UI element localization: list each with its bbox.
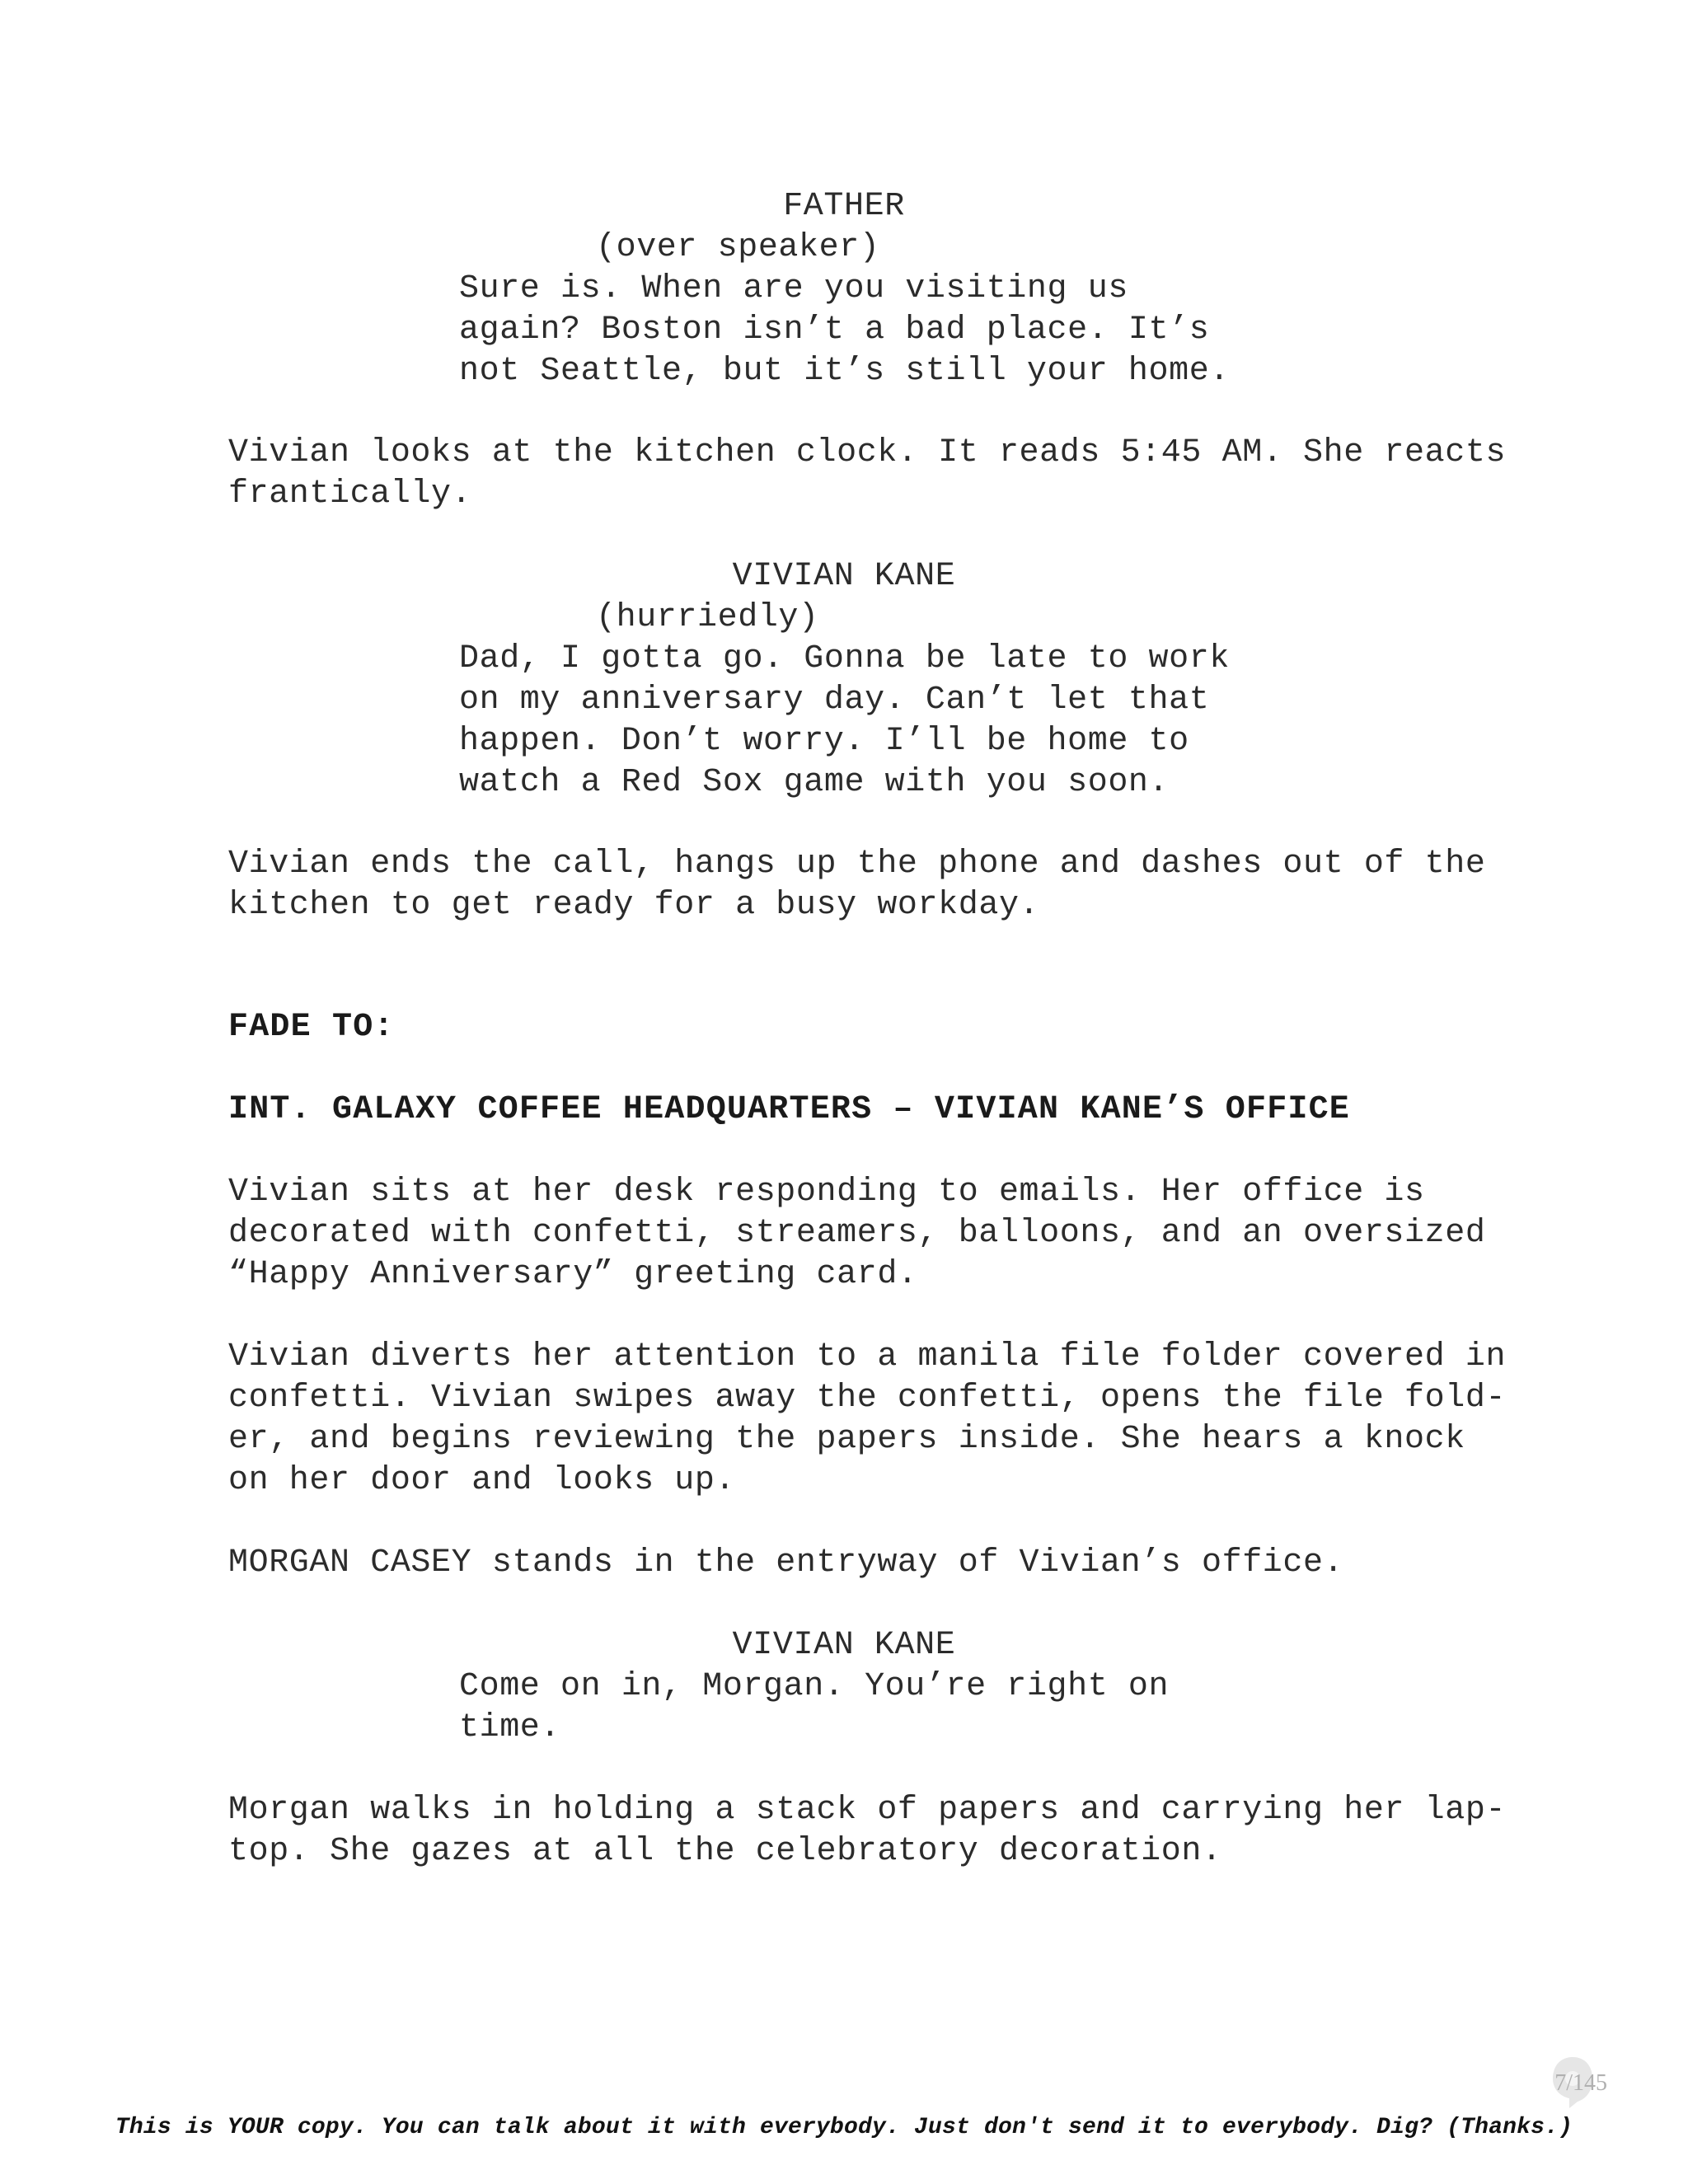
action-line: Vivian diverts her attention to a manila file folder covered in (228, 1338, 1507, 1376)
dialogue-line: happen. Don’t worry. I’ll be home to (459, 723, 1189, 760)
dialogue-line: on my anniversary day. Can’t let that (459, 682, 1210, 719)
action-line: on her door and looks up. (228, 1462, 736, 1499)
parenthetical: (hurriedly) (596, 599, 819, 636)
character-name-vivian: VIVIAN KANE (732, 558, 956, 595)
action-line: Vivian ends the call, hangs up the phone and dashes out of the (228, 846, 1486, 883)
scene-heading: INT. GALAXY COFFEE HEADQUARTERS – VIVIAN KANE’S OFFICE (228, 1091, 1351, 1128)
footer-notice: This is YOUR copy. You can talk about it with everybody. Just don't send it to everybody. Dig? (Thanks.) (115, 2115, 1573, 2140)
dialogue-line: Dad, I gotta go. Gonna be late to work (459, 640, 1230, 677)
action-line: top. She gazes at all the celebratory decoration. (228, 1833, 1222, 1870)
action-line: confetti. Vivian swipes away the confetti, opens the file fold- (228, 1380, 1507, 1417)
page-number: 7/145 (1554, 2070, 1607, 2096)
dialogue-line: not Seattle, but it’s still your home. (459, 353, 1230, 390)
dialogue-line: again? Boston isn’t a bad place. It’s (459, 312, 1210, 349)
action-line: frantically. (228, 476, 472, 513)
character-name-vivian: VIVIAN KANE (732, 1627, 956, 1664)
dialogue-line: time. (459, 1709, 561, 1746)
action-line: kitchen to get ready for a busy workday. (228, 887, 1040, 924)
action-line: Vivian sits at her desk responding to emails. Her office is (228, 1174, 1425, 1211)
dialogue-line: watch a Red Sox game with you soon. (459, 764, 1170, 801)
action-line: Vivian looks at the kitchen clock. It reads 5:45 AM. She reacts (228, 434, 1507, 471)
parenthetical: (over speaker) (596, 229, 880, 266)
action-line: decorated with confetti, streamers, balloons, and an oversized (228, 1215, 1486, 1252)
dialogue-line: Sure is. When are you visiting us (459, 270, 1128, 307)
character-name-father: FATHER (783, 188, 905, 225)
action-line: “Happy Anniversary” greeting card. (228, 1256, 918, 1293)
transition: FADE TO: (228, 1009, 395, 1046)
action-line: Morgan walks in holding a stack of papers and carrying her lap- (228, 1792, 1507, 1829)
dialogue-line: Come on in, Morgan. You’re right on (459, 1668, 1170, 1705)
action-line: MORGAN CASEY stands in the entryway of Vivian’s office. (228, 1544, 1344, 1582)
action-line: er, and begins reviewing the papers inside. She hears a knock (228, 1421, 1465, 1458)
